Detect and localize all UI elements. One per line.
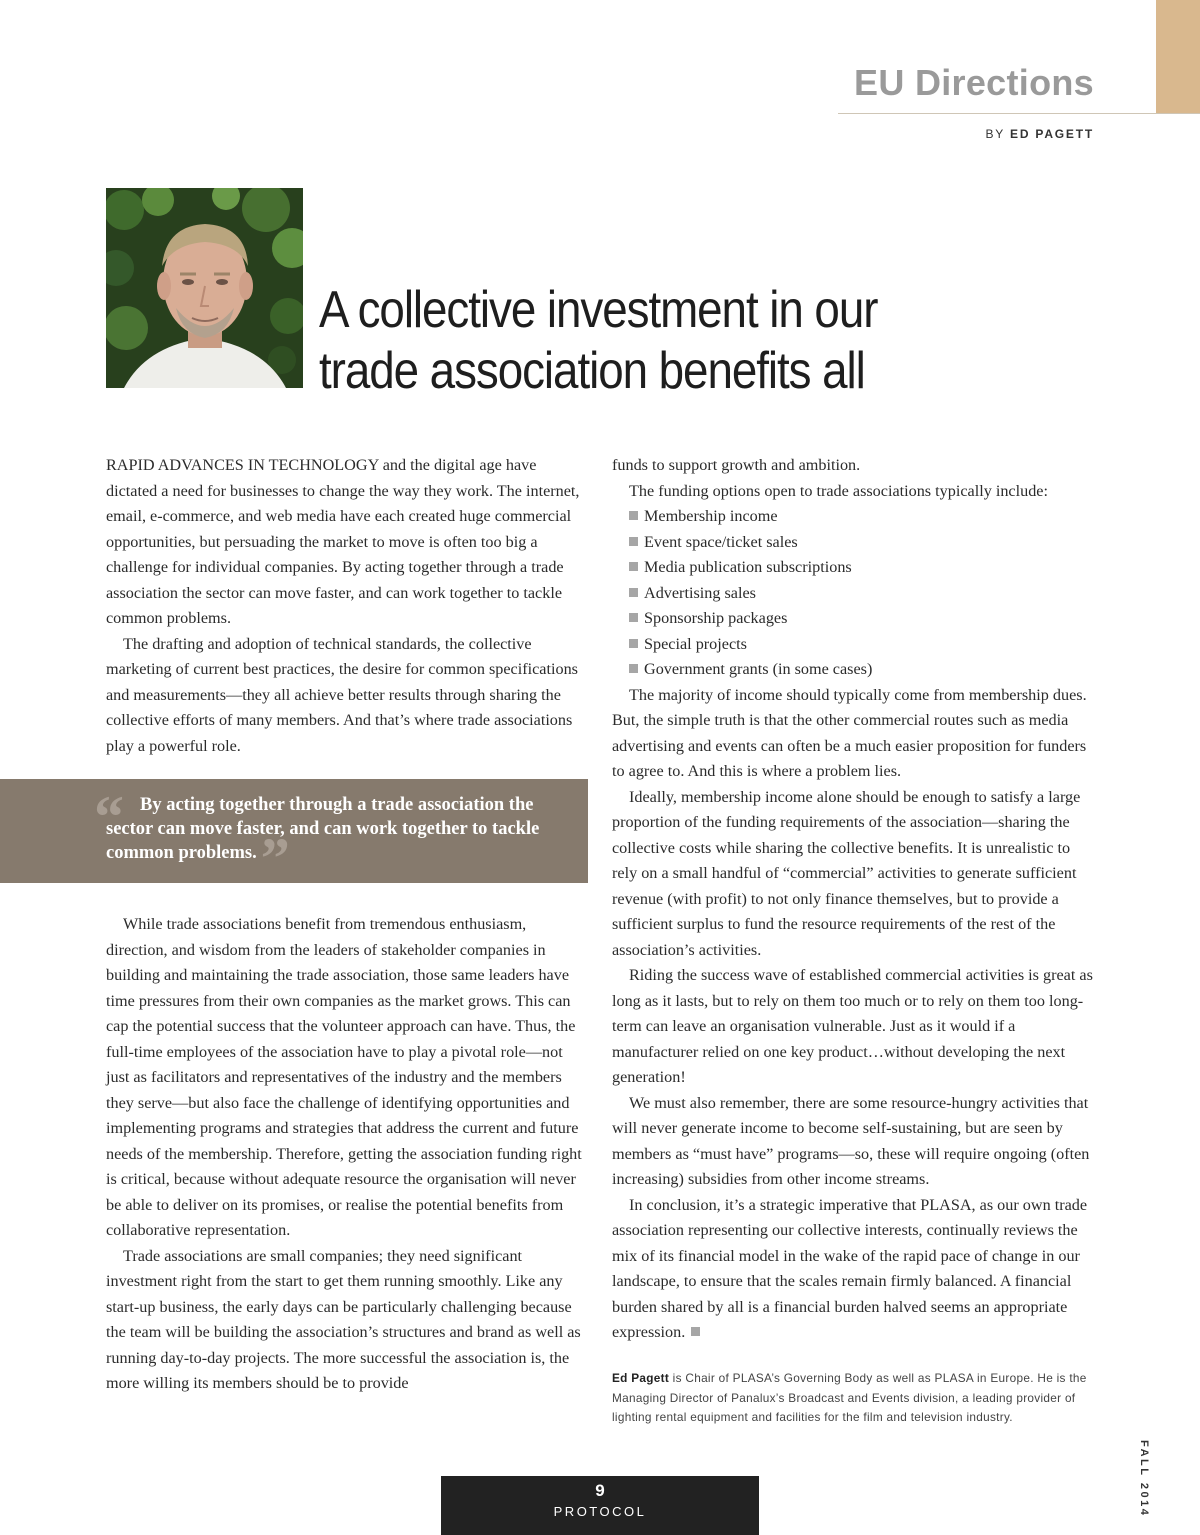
list-item	[612, 632, 1096, 658]
list-item-text: Membership income	[644, 507, 778, 525]
author-photo	[106, 188, 303, 388]
section-title: EU Directions	[854, 62, 1094, 103]
list-item-text: Special projects	[644, 634, 747, 653]
author-portrait-image	[106, 188, 303, 388]
close-quote-icon: ”	[260, 826, 290, 891]
article-headline: A collective investment in our trade association benefits all	[319, 281, 878, 400]
list-item-text: Sponsorship packages	[644, 609, 788, 627]
bio-name: Ed Pagett	[612, 1371, 670, 1385]
conclusion-text: In conclusion, it’s a strategic imperative that PLASA, as our own trade association representing our collective interests, continually reviews the mix of its financial model in the wake of the rapid pace of change in our landscape, to ensure that the scales remain firmly balanced. A financial burden shared by all is a financial burden halved seems an appropriate expression.	[612, 1195, 1088, 1341]
byline	[985, 127, 1094, 141]
author-bio	[612, 1369, 1096, 1428]
article-column-1	[106, 453, 590, 759]
funding-options-list	[612, 504, 1096, 683]
body-paragraph: We must also remember, there are some resource-hungry activities that will never generate income to become self-sustaining, but are seen by members as “must have” programs—so, these will require ongoing (often increasing) subsidies from other income streams.	[612, 1093, 1090, 1188]
list-item-text: Event space/ticket sales	[644, 532, 798, 551]
open-quote-icon: “	[94, 784, 124, 850]
body-paragraph: While trade associations benefit from tremendous enthusiasm, direction, and wisdom from the leaders of stakeholder companies in building and maintaining the trade association, those same leaders have time pressures from their own companies as the market grows. This can cap the potential success that the volunteer approach can have. Thus, the full-time employees of the association have to play a pivotal role—not just as facilitators and representatives of the industry and the members they serve—but also face the challenge of identifying opportunities and implementing programs and strategies that address the current and future needs of the membership. Therefore, getting the association funding right is critical, because without adequate resource the organisation will never be able to deliver on its promises, or realise the potential benefits from collaborative representation.	[106, 915, 582, 1239]
list-item	[612, 606, 1096, 632]
square-bullet-icon	[629, 511, 638, 520]
list-item-text: Advertising sales	[644, 583, 756, 602]
square-bullet-icon	[629, 639, 638, 648]
byline-author: ED PAGETT	[1010, 127, 1094, 141]
article-column-2	[612, 453, 1096, 1346]
list-item	[612, 504, 1096, 530]
page-footer	[441, 1476, 759, 1535]
page-number: 9	[595, 1481, 605, 1500]
body-paragraph: Trade associations are small companies; they need significant investment right from the start to get them running smoothly. Like any start-up business, the early days can be particularly challenging because the team will be building the association’s structures and brand as well as running day-to-day projects. The more successful the association is, the more willing its members should be to provide	[106, 1246, 581, 1392]
funding-intro: The funding options open to trade associations typically include:	[629, 481, 1048, 500]
square-bullet-icon	[629, 562, 638, 571]
list-item	[612, 555, 1096, 581]
square-bullet-icon	[629, 613, 638, 622]
byline-prefix: BY	[985, 127, 1005, 141]
body-paragraph: The majority of income should typically come from membership dues. But, the simple truth is that the other commercial routes such as media advertising and events can often be a much easier proposition for funders to agree to. And this is where a problem lies.	[612, 685, 1087, 780]
corner-accent-tab	[1156, 0, 1200, 113]
body-paragraph: The drafting and adoption of technical standards, the collective marketing of current best practices, the desire for common specifications and measurements—they all achieve better results through sharing the collective efforts of many members. And that’s where trade associations play a powerful role.	[106, 634, 578, 755]
section-divider	[838, 113, 1200, 114]
list-item	[612, 581, 1096, 607]
pull-quote-text: By acting together through a trade association the sector can move faster, and can work together to tackle common problems.	[106, 795, 540, 863]
intro-paragraph: RAPID ADVANCES IN TECHNOLOGY and the digital age have dictated a need for businesses to change the way they work. The internet, email, e-commerce, and web media have each created huge commercial opportunities, but persuading the market to move is often too big a challenge for individual companies. By acting together through a trade association the sector can move faster, and can work together to tackle common problems.	[106, 456, 580, 627]
list-item	[612, 530, 1096, 556]
list-item-text: Media publication subscriptions	[644, 558, 852, 576]
end-mark-icon	[691, 1327, 700, 1336]
pull-quote	[106, 793, 566, 891]
bio-text: is Chair of PLASA’s Governing Body as well as PLASA in Europe. He is the Managing Director of Panalux’s Broadcast and Events division, a leading provider of lighting rental equipment and facilities for the film and television industry.	[612, 1371, 1087, 1424]
continued-paragraph: funds to support growth and ambition.	[612, 456, 861, 474]
article-column-1-continued	[106, 912, 590, 1397]
list-item-text: Government grants (in some cases)	[644, 660, 873, 678]
body-paragraph: Riding the success wave of established commercial activities is great as long as it lasts, but to rely on them too much or to rely on them too long-term can leave an organisation vulnerable. Just as it would if a manufacturer relied on one key product…without developing the next generation!	[612, 966, 1093, 1086]
issue-label: FALL 2014	[1138, 1440, 1150, 1518]
square-bullet-icon	[629, 664, 638, 673]
square-bullet-icon	[629, 588, 638, 597]
list-item	[612, 657, 1096, 683]
publication-name: PROTOCOL	[553, 1504, 647, 1519]
conclusion-paragraph	[612, 1193, 1096, 1346]
body-paragraph: Ideally, membership income alone should be enough to satisfy a large proportion of the funding requirements of the association—sharing the collective costs while sharing the collective benefits. It is unrealistic to rely on a small handful of “commercial” activities to generate sufficient revenue (with profit) to not only finance themselves, but to provide a sufficient surplus to fund the resource requirements of the rest of the association’s activities.	[612, 787, 1081, 959]
pull-quote-box	[0, 779, 588, 891]
square-bullet-icon	[629, 537, 638, 546]
